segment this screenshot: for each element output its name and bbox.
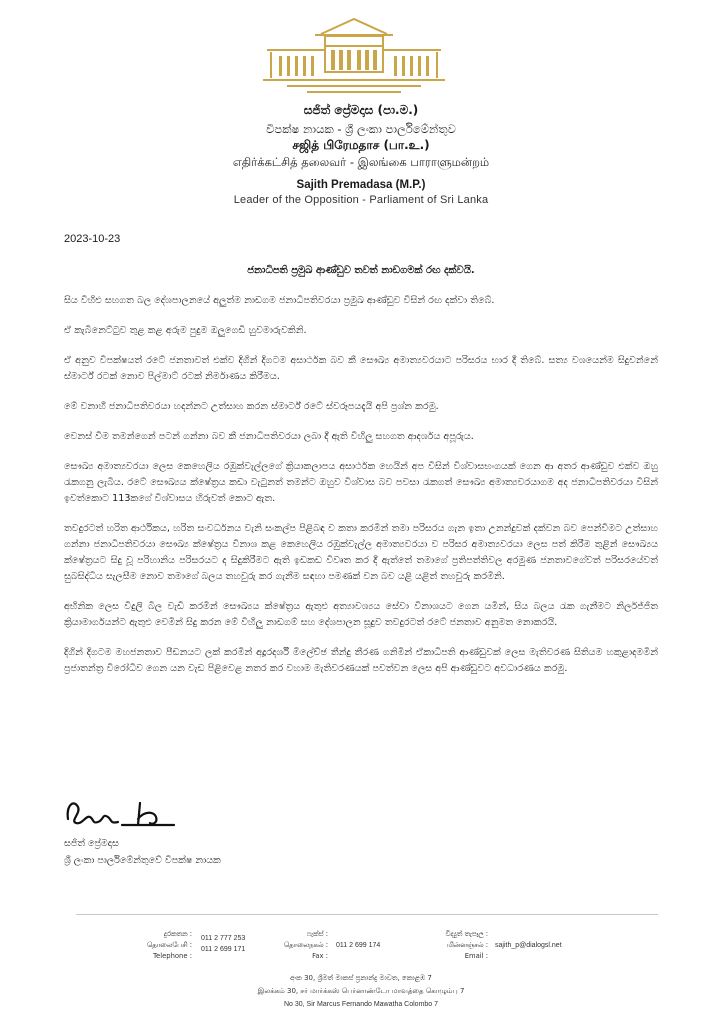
- phone-number: 011 2 777 253: [201, 935, 246, 942]
- paragraph: සෞඛ්‍ය අමාත්‍යවරයා ලෙස කෙහෙලිය රඹුක්වැල්ලගේ ක්‍රියාකලාපය අසාර්ථක හෙයින් අප විසින් විශ්වාසභංගයක් ගෙන ආ අතර ආණ්ඩුව එක්ව ඔහු රැකගනු ලැබීය. රටේ සෞඛ්‍යය ක්ෂේත්‍රය කඩා වැටුනත් තමන්ට ඔහුව විශ්වාස බව පවසා රැකගත් සෞඛ්‍ය අමාත්‍යවරයාගම අද ජනාධිපතිවරයා විසින් ඉවත්කොට 113කගේ විශ්වාසය හිරුවත් කොට ඇත.: [64, 461, 658, 504]
- address-english: No 30, Sir Marcus Fernando Mawatha Colombo 7: [283, 1001, 439, 1008]
- fax-label-english: Fax :: [312, 952, 328, 960]
- header-title-english: Leader of the Opposition - Parliament of Sri Lanka: [233, 194, 489, 206]
- phone-label-tamil: தொலைபேசி :: [147, 941, 192, 949]
- header-name-tamil: சஜித் பிரேமதாச (பா.உ.): [292, 138, 430, 152]
- letter-heading: ජනාධිපති ප්‍රමුඛ ආණ්ඩුව තවත් නාඩගමක් රඟ දක්වයි.: [247, 265, 475, 276]
- handwritten-signature: [62, 795, 182, 831]
- signatory-title: ශ්‍රී ලංකා පාර්ලිමේන්තුවේ විපක්ෂ නායක: [64, 855, 221, 866]
- header-title-sinhala: විපක්ෂ නායක - ශ්‍රී ලංකා පාර්ලිමේන්තුව: [266, 122, 456, 136]
- paragraph: වෙනස් වීම තමන්ගෙන් පටන් ගන්නා බව කී ජනාධිපතිවරයා ලබා දී ඇති විහිලු සහගත ආදර්ශය අපූරුය.: [64, 431, 474, 442]
- address-tamil: இலக்கம் 30, சர் மார்க்கஸ் பெர்னாண்டோ மாவத்தை கொழும்பு 7: [257, 987, 465, 995]
- paragraph: ඒ අනුව විපක්ෂයත් රටේ ජනතාවත් එක්ව දිගින් දිගටම අසාර්ථක බව කී සෞඛ්‍ය අමාත්‍යවරයාට පරිසරය භාර දී තිබේ. සත්‍ය වශයෙන්ම සිදුවන්නේ ස්මාර්ට් රටක් නොව පිල්මාට් රටක් නිර්මාණය කිරීමය.: [64, 355, 658, 382]
- paragraph: දිගින් දිගටම මහජනතාව පීඩනයට ලක් කරමින් අදූරදර්ශී මිලේච්ඡ තීන්දු තීරණ ගනිමින් ඒකාධිපති ආණ්ඩුවක් ලෙස මැතිවරණ සිතියම හකුළාදමමින් ප්‍රජාතන්ත්‍ර විරෝධීව ගෙන යන වැඩ පිළිවෙළ නතර කර වහාම මැතිවරණයක් පවත්වන ලෙස අපි ආණ්ඩුවට අවධාරණය කරමු.: [64, 647, 658, 674]
- footer-divider: [76, 914, 658, 915]
- header-name-sinhala: සජිත් ප්‍රේමදාස (පා.ම.): [303, 103, 419, 117]
- paragraph: මේ වනාහී ජනාධිපතිවරයා හදන්නට උත්සාහ කරන ස්මාර්ට් රටේ ස්වරූපයදැයි අපි ප්‍රශ්න කරමු.: [64, 401, 439, 412]
- signatory-name: සජිත් ප්‍රේමදාස: [64, 838, 119, 849]
- email-label-english: Email :: [464, 952, 488, 960]
- paragraph: ඒ කැබිනෙට්ටුව තුළ කළ අරුම පුදුම ඔලුගෙඩි හුවමාරුවකිනි.: [64, 325, 307, 336]
- header-title-tamil: எதிர்க்கட்சித் தலைவர் - இலங்கை பாராளுமன்றம்: [232, 155, 490, 169]
- paragraph: තවදුරටත් හරිත ආර්ථිකය, හරිත සංවර්ධනය වැනි සංකල්ප පිළිබඳ ව කතා කරමින් තමා පරිසරය ගැන ඉතා උනන්දුවක් දක්වන බව පෙන්වීමට උත්සාහ ගන්නා ජනාධිපතිවරයා සෞඛ්‍ය ක්ෂේත්‍රය විනාශ කළ කෙහෙලිය රඹුක්වැල්ල අමාත්‍යවරයා ව පරිසර අමාත්‍යවරයා ලෙස පත් කිරීම තුළින් සෞඛ්‍යය ක්ෂේත්‍රයට සිදු වූ පරිහානිය පරිසරයට ද සිදුකිරීමට ඇති ඉඩකඩ විවෘත කර දී ඇත්තේ තමාගේ ප්‍රතිපත්තිවල අරමුණ ජනතාවගේවත් පරිසරයේවත් සුබසිද්ධිය සැලසීම නොව තමාගේ බලය තහවුරු කර ගැනීම සඳහා පමණක් වන බව යළි යළිත් තහවුරු කරමිනි.: [64, 523, 658, 582]
- phone-label-english: Telephone :: [153, 952, 192, 960]
- fax-label-sinhala: ෆැක්ස් :: [306, 930, 328, 938]
- letter-date: 2023-10-23: [64, 233, 121, 245]
- header-name-english: Sajith Premadasa (M.P.): [296, 179, 426, 191]
- phone-number: 011 2 699 171: [201, 946, 246, 953]
- fax-number: 011 2 699 174: [336, 942, 381, 949]
- phone-label-sinhala: දුරකතන :: [163, 930, 192, 938]
- paragraph: අභිනික ලෙස විදුලි බිල වැඩි කරමින් සෞඛ්‍යය ක්ෂේත්‍රය ඇතුළු අත්‍යාවශ්‍යය සේවා විනාශයට ගෙන යමින්, සිය බලය රැක ගැනීමට නිර්ලජ්ජිත ක්‍රියාමාර්ගයන්ට ඇතුළු වෙමින් සිදු කරන මේ විහිලු නාඩගම් සහ දේශපාලන සූදුව තවදුරටත් රටේ ජනතාව අනුමත නොකරයි.: [64, 601, 658, 628]
- parliament-logo: [259, 16, 449, 96]
- email-address: sajith_p@dialogsl.net: [495, 942, 562, 949]
- paragraph: සිය විහිළු සහගත බල දේශපාලනයේ අලුත්ම නාඩගම ජනාධිපතිවරයා ප්‍රමුඛ ආණ්ඩුව විසින් රඟ දක්වා තිබේ.: [64, 295, 495, 306]
- fax-label-tamil: தொலைநகல் :: [283, 941, 328, 949]
- email-label-sinhala: විද්‍යුත් තැපෑල :: [445, 930, 488, 938]
- email-label-tamil: மின்னஞ்சல் :: [446, 941, 488, 949]
- address-sinhala: අංක 30, ශ්‍රීමත් මාකස් ප්‍රනාන්දු මාවත, කොළඹ 7: [290, 974, 432, 982]
- letter-body: [64, 293, 658, 691]
